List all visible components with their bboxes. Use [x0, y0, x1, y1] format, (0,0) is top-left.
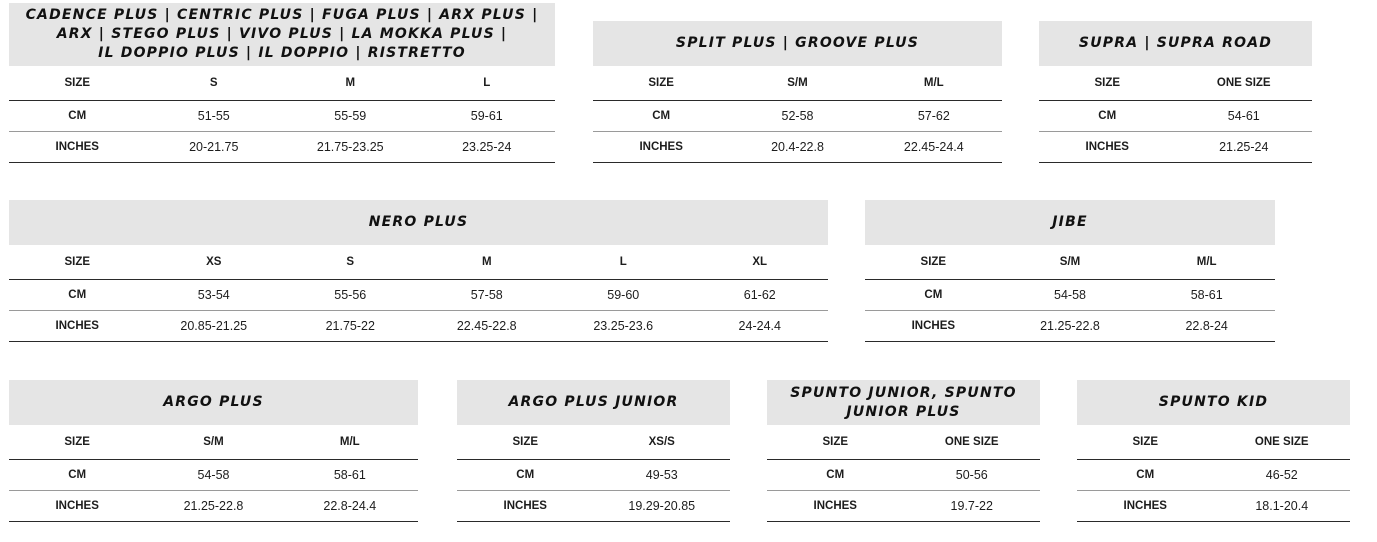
table-title-line: SPUNTO KID [1158, 394, 1269, 410]
table-title-line: CADENCE PLUS | CENTRIC PLUS | FUGA PLUS | ARX PLUS | [25, 7, 539, 23]
cm-row [9, 280, 828, 311]
table-cell: 21.25-24 [1219, 140, 1269, 154]
table-cell: 53-54 [197, 288, 230, 302]
row-label: CM [1098, 110, 1117, 122]
cm-row [1039, 101, 1312, 132]
table-cell: M/L [923, 77, 944, 89]
table-cell: L [483, 77, 491, 89]
size-header-row [9, 245, 828, 280]
table-title-line: SUPRA | SUPRA ROAD [1078, 35, 1273, 51]
size-table [1039, 21, 1312, 163]
row-label: INCHES [1123, 500, 1167, 512]
table-cell: 54-61 [1227, 109, 1260, 123]
row-label: CM [516, 469, 535, 481]
row-label: SIZE [64, 256, 91, 268]
table-title-line: NERO PLUS [368, 214, 469, 230]
table-cell: S/M [1059, 256, 1081, 268]
table-cell: 59-61 [470, 109, 503, 123]
inches-row [1077, 491, 1350, 522]
inches-row [1039, 132, 1312, 163]
cm-row [767, 460, 1040, 491]
table-title-line: ARX | STEGO PLUS | VIVO PLUS | LA MOKKA PLUS | [56, 26, 508, 42]
table-cell: S/M [787, 77, 808, 89]
cm-row [1077, 460, 1350, 491]
table-cell: 23.25-23.6 [593, 319, 654, 333]
row-label: SIZE [920, 256, 947, 268]
row-label: CM [68, 469, 87, 481]
table-title [457, 380, 730, 425]
table-cell: L [619, 256, 627, 268]
table-title-line: IL DOPPIO PLUS | IL DOPPIO | RISTRETTO [98, 45, 466, 61]
row-label: INCHES [55, 141, 99, 153]
cm-row [9, 460, 418, 491]
table-cell: 54-58 [197, 468, 230, 482]
table-title-line: SPLIT PLUS | GROOVE PLUS [675, 35, 920, 51]
row-label: SIZE [648, 77, 674, 89]
size-table [1077, 380, 1350, 522]
inches-row [9, 132, 555, 163]
row-label: INCHES [503, 500, 547, 512]
size-table [767, 380, 1040, 522]
table-cell: 59-60 [607, 288, 640, 302]
table-cell: 21.75-23.25 [316, 140, 384, 154]
row-label: CM [1136, 469, 1155, 481]
row-label: INCHES [813, 500, 857, 512]
cm-row [593, 101, 1002, 132]
table-cell: 58-61 [1190, 288, 1223, 302]
table-cell: 22.45-24.4 [903, 140, 964, 154]
inches-row [767, 491, 1040, 522]
row-label: INCHES [911, 320, 956, 332]
table-cell: S [209, 77, 218, 89]
table-title-line: JIBE [1052, 214, 1088, 230]
row-label: INCHES [55, 320, 99, 332]
size-header-row [865, 245, 1275, 280]
size-header-row [1077, 425, 1350, 460]
table-cell: 20-21.75 [189, 140, 239, 154]
row-label: SIZE [1132, 436, 1159, 448]
table-title [9, 3, 555, 66]
inches-row [593, 132, 1002, 163]
row-label: SIZE [512, 436, 539, 448]
table-cell: XS/S [648, 436, 675, 448]
table-cell: 19.7-22 [950, 499, 993, 513]
table-cell: 20.85-21.25 [180, 319, 248, 333]
inches-row [457, 491, 730, 522]
size-table [9, 380, 418, 522]
table-cell: M/L [339, 436, 360, 448]
size-header-row [767, 425, 1040, 460]
table-cell: 22.8-24.4 [323, 499, 377, 513]
table-cell: 19.29-20.85 [628, 499, 696, 513]
size-header-row [9, 66, 555, 101]
table-title [767, 380, 1040, 425]
cm-row [457, 460, 730, 491]
size-header-row [593, 66, 1002, 101]
table-title [593, 21, 1002, 66]
cm-row [865, 280, 1275, 311]
table-cell: M/L [1196, 256, 1217, 268]
row-label: CM [68, 110, 87, 122]
table-cell: 58-61 [333, 468, 366, 482]
row-label: CM [826, 469, 845, 481]
table-cell: 55-59 [334, 109, 367, 123]
table-cell: 57-58 [470, 288, 503, 302]
table-cell: 23.25-24 [462, 140, 512, 154]
table-cell: 49-53 [645, 468, 678, 482]
table-cell: 55-56 [334, 288, 367, 302]
row-label: INCHES [1085, 141, 1129, 153]
table-cell: 52-58 [781, 109, 814, 123]
inches-row [865, 311, 1275, 342]
table-cell: S/M [203, 436, 224, 448]
table-cell: 21.25-22.8 [183, 499, 244, 513]
table-title-line: ARGO PLUS [163, 394, 264, 410]
table-title [1039, 21, 1312, 66]
table-title-line: SPUNTO JUNIOR, SPUNTO [790, 384, 1017, 401]
size-table [9, 200, 828, 342]
table-title [1077, 380, 1350, 425]
table-title [9, 200, 828, 245]
row-label: SIZE [64, 77, 91, 89]
table-cell: 21.75-22 [325, 319, 375, 333]
table-cell: M [481, 256, 492, 268]
row-label: CM [652, 110, 671, 122]
table-cell: 61-62 [743, 288, 776, 302]
table-title [865, 200, 1275, 245]
row-label: SIZE [64, 436, 90, 448]
inches-row [9, 311, 828, 342]
table-cell: 21.25-22.8 [1040, 319, 1100, 333]
size-table [9, 3, 555, 163]
table-title-line: JUNIOR PLUS [846, 403, 961, 420]
row-label: INCHES [639, 141, 683, 153]
table-cell: 22.45-22.8 [456, 319, 517, 333]
table-cell: 46-52 [1265, 468, 1298, 482]
size-table [865, 200, 1275, 342]
table-cell: 51-55 [197, 109, 230, 123]
table-cell: ONE SIZE [944, 436, 999, 448]
table-cell: 22.8-24 [1185, 319, 1228, 333]
cm-row [9, 101, 555, 132]
table-cell: 24-24.4 [738, 319, 781, 333]
table-cell: ONE SIZE [1254, 436, 1309, 448]
inches-row [9, 491, 418, 522]
table-title [9, 380, 418, 425]
table-cell: S [346, 256, 355, 268]
table-cell: 54-58 [1054, 288, 1086, 302]
table-cell: XL [752, 256, 768, 268]
table-cell: 18.1-20.4 [1255, 499, 1309, 513]
row-label: CM [68, 289, 87, 301]
table-cell: XS [206, 256, 222, 268]
table-cell: M [345, 77, 356, 89]
table-cell: ONE SIZE [1216, 77, 1271, 89]
size-table [457, 380, 730, 522]
table-cell: 57-62 [917, 109, 950, 123]
row-label: SIZE [822, 436, 849, 448]
table-cell: 20.4-22.8 [771, 140, 824, 154]
size-table [593, 21, 1002, 163]
row-label: SIZE [1094, 77, 1121, 89]
table-cell: 50-56 [955, 468, 988, 482]
size-header-row [457, 425, 730, 460]
size-header-row [9, 425, 418, 460]
row-label: CM [924, 289, 943, 301]
table-title-line: ARGO PLUS JUNIOR [508, 394, 679, 410]
row-label: INCHES [55, 500, 99, 512]
size-header-row [1039, 66, 1312, 101]
